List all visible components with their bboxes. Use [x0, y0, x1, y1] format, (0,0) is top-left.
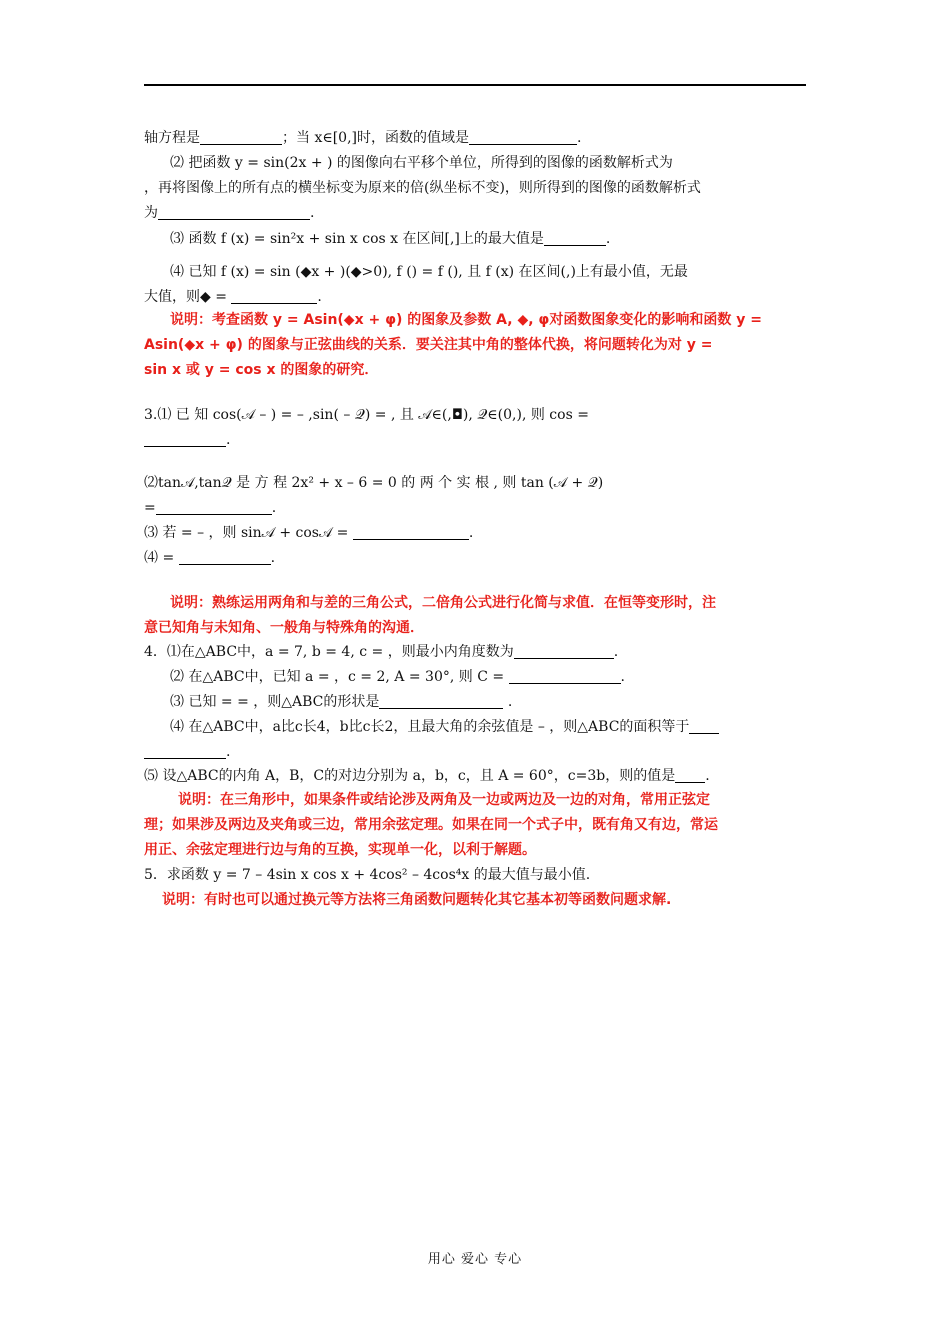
question-4-4: ⑷ 在△ABC中，a比c长4，b比c长2，且最大角的余弦值是 – ，则△ABC的面积等于 — [170, 717, 806, 737]
note-1-line-3: sin x 或 y = cos x 的图象的研究． — [144, 362, 379, 378]
question-5: 5．求函数 y = 7 – 4sin x cos x + 4cos² – 4cos⁴x 的最大值与最小值. — [144, 867, 591, 883]
note-3-line-2: 理；如果涉及两边及夹角或三边，常用余弦定理。如果在同一个式子中，既有角又有边，常运 — [144, 817, 718, 833]
question-3-1-answer: . — [144, 430, 806, 450]
line-axis-equation: 轴方程是 ；当 x∈[0,]时，函数的值域是 . — [144, 130, 582, 146]
question-4-3: ⑶ 已知 = = ，则△ABC的形状是 . — [170, 694, 513, 710]
question-2-2: ⑵ 把函数 y = sin(2x + ) 的图像向右平移个单位，所得到的图像的函数解析式为 — [170, 155, 673, 171]
note-2-line-2: 意已知角与未知角、一般角与特殊角的沟通． — [144, 620, 424, 636]
question-2-4-answer: 大值，则◆ = . — [144, 289, 322, 305]
question-3-3: ⑶ 若 = – ，则 sin𝒜 + cos𝒜 = . — [144, 525, 474, 541]
note-1: 说明：考查函数 y = Asin(◆x + φ) 的图象及参数 A, ◆, φ对函数图象变化的影响和函数 y = — [170, 312, 762, 328]
note-3-line-3: 用正、余弦定理进行边与角的互换，实现单一化，以利于解题。 — [144, 842, 536, 858]
question-4-2: ⑵ 在△ABC中，已知 a = ，c = 2, A = 30°, 则 C = . — [170, 669, 625, 685]
question-4-5: ⑸ 设△ABC的内角 A，B，C的对边分别为 a，b，c，且 A = 60°，c=3b，则的值是 . — [144, 768, 710, 784]
question-3-2: ⑵tan𝒜,tan𝒬 是 方 程 2x² + x – 6 = 0 的 两 个 实 根 , 则 tan (𝒜 + 𝒬) — [144, 475, 604, 491]
note-3: 说明：在三角形中，如果条件或结论涉及两角及一边或两边及一边的对角，常用正弦定 — [178, 792, 710, 808]
note-2: 说明：熟练运用两角和与差的三角公式，二倍角公式进行化简与求值．在恒等变形时，注 — [170, 595, 716, 611]
question-2-3: ⑶ 函数 f (x) = sin²x + sin x cos x 在区间[,]上的最大值是 . — [170, 231, 611, 247]
question-4-1: 4．⑴在△ABC中，a = 7, b = 4, c = ，则最小内角度数为 . — [144, 644, 619, 660]
note-4: 说明：有时也可以通过换元等方法将三角函数问题转化其它基本初等函数问题求解. — [162, 892, 672, 908]
note-1-line-2: Asin(◆x + φ) 的图象与正弦曲线的关系．要关注其中角的整体代换，将问题转化为对 y = — [144, 337, 713, 353]
question-4-4-answer: . — [144, 742, 806, 762]
question-3-1: 3.⑴ 已 知 cos(𝒜 – ) = – ,sin( – 𝒬) = , 且 𝒜∈(,◘), 𝒬∈(0,), 则 cos = — [144, 407, 589, 423]
question-2-2-answer: 为 . — [144, 205, 315, 221]
question-3-4: ⑷ = . — [144, 550, 276, 566]
header-rule — [144, 84, 806, 86]
question-2-4: ⑷ 已知 f (x) = sin (◆x + )(◆>0), f () = f (), 且 f (x) 在区间(,)上有最小值，无最 — [170, 264, 688, 280]
question-2-2-cont: ，再将图像上的所有点的横坐标变为原来的倍(纵坐标不变)，则所得到的图像的函数解析式 — [144, 180, 701, 196]
page-footer: 用心 爱心 专心 — [427, 1252, 523, 1267]
question-3-2-answer: = . — [144, 500, 277, 516]
